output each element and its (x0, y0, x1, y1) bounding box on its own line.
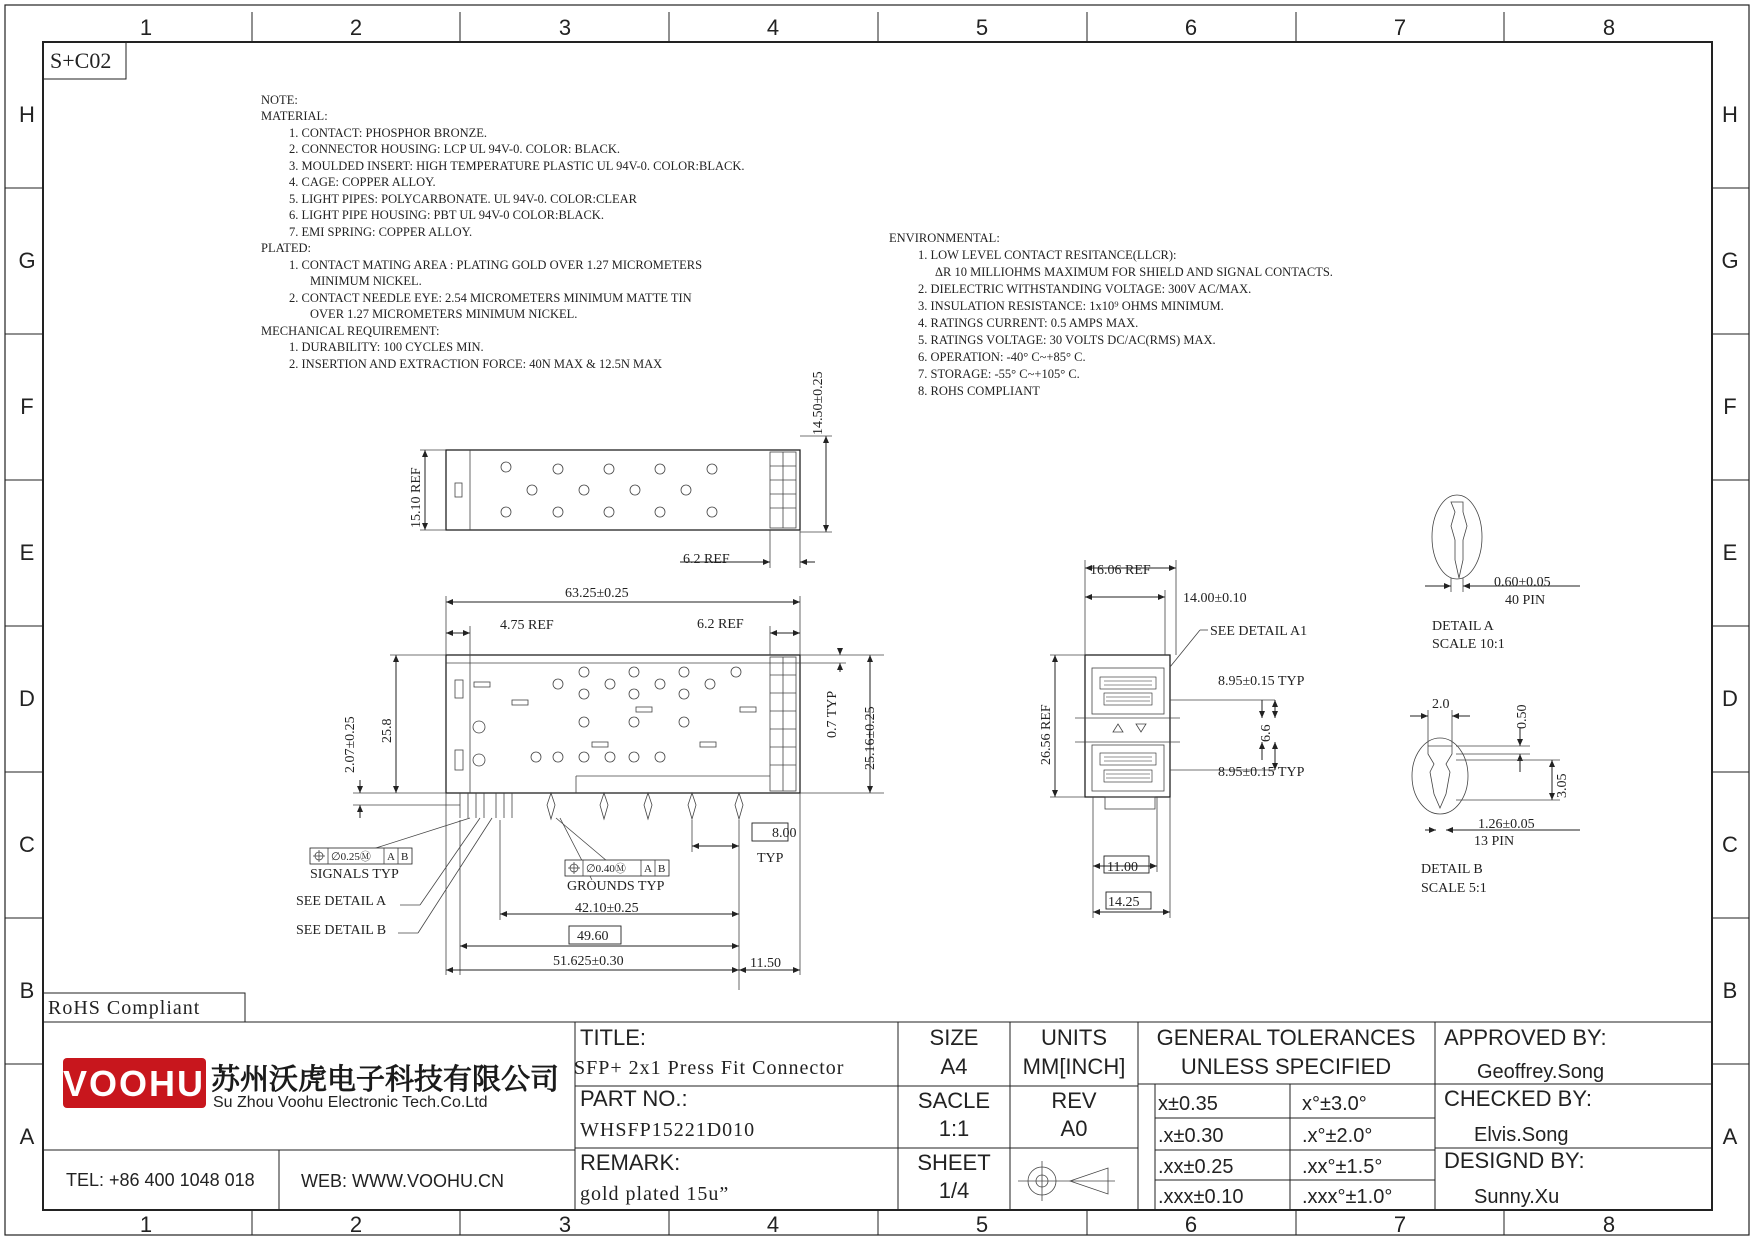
dim-51-625: 51.625±0.30 (553, 954, 624, 969)
units-label: UNITS (1041, 1025, 1107, 1050)
approved-value: Geoffrey.Song (1477, 1061, 1605, 1083)
dim-8-95-a: 8.95±0.15 TYP (1218, 674, 1305, 689)
row-label-right: E (1722, 540, 1738, 565)
col-label-top: 8 (1602, 15, 1616, 40)
col-label-top: 5 (975, 15, 989, 40)
dim-15-10: 15.10 REF (409, 467, 424, 528)
checked-label: CHECKED BY: (1444, 1086, 1592, 1111)
size-value: A4 (940, 1054, 968, 1079)
front-view (1050, 560, 1275, 918)
note-line: OVER 1.27 MICROMETERS MINIMUM NICKEL. (310, 307, 578, 321)
rohs-label: RoHS Compliant (48, 997, 201, 1019)
tolerance-value: x±0.35 (1158, 1093, 1218, 1115)
dim-2-07: 2.07±0.25 (343, 716, 358, 773)
dim-6-2-top: 6.2 REF (683, 552, 730, 567)
note-line: 1. CONTACT: PHOSPHOR BRONZE. (289, 126, 488, 140)
tolerances-title: GENERAL TOLERANCES (1156, 1025, 1416, 1050)
col-label-bottom: 1 (139, 1212, 153, 1237)
tolerances-subtitle: UNLESS SPECIFIED (1180, 1054, 1392, 1079)
units-value: MM[INCH] (1022, 1054, 1126, 1079)
dim-14-00: 14.00±0.10 (1183, 591, 1247, 606)
note-line: 1. CONTACT MATING AREA : PLATING GOLD OVER 1.27 MICROMETERS (289, 258, 703, 272)
env-line: ENVIRONMENTAL: (889, 231, 1000, 245)
row-label-right: F (1723, 394, 1737, 419)
col-label-top: 3 (558, 15, 572, 40)
tol-signals: ∅0.25Ⓜ (331, 851, 371, 863)
env-line: 3. INSULATION RESISTANCE: 1x10⁹ OHMS MINIMUM. (918, 299, 1224, 313)
note-line: 5. LIGHT PIPES: POLYCARBONATE. UL 94V-0. COLOR:CLEAR (289, 192, 637, 206)
dim-0-60: 0.60±0.05 (1494, 575, 1551, 590)
detail-b (1410, 710, 1580, 830)
dim-26-56: 26.56 REF (1039, 704, 1054, 765)
tol-grounds-b: B (658, 863, 666, 875)
note-line: 1. DURABILITY: 100 CYCLES MIN. (289, 340, 484, 354)
tolerance-value: .x°±2.0° (1302, 1125, 1373, 1147)
row-label-right: C (1722, 832, 1738, 857)
dim-2-0: 2.0 (1432, 697, 1450, 712)
detail-b-label: DETAIL B (1421, 862, 1483, 877)
note-line: MECHANICAL REQUIREMENT: (261, 324, 440, 338)
checked-value: Elvis.Song (1474, 1124, 1569, 1146)
env-line: 2. DIELECTRIC WITHSTANDING VOLTAGE: 300V AC/MAX. (918, 282, 1252, 296)
title-block-grid (43, 1022, 1712, 1210)
dim-14-50: 14.50±0.25 (811, 371, 826, 435)
projection-symbol-icon (1018, 1161, 1115, 1201)
row-label-left: E (19, 540, 35, 565)
detail-a-label: DETAIL A (1432, 619, 1494, 634)
row-label-left: A (19, 1124, 35, 1149)
signals-typ: SIGNALS TYP (310, 867, 399, 882)
logo-text: VOOHU (62, 1063, 206, 1104)
dim-49-60: 49.60 (577, 929, 609, 944)
col-label-top: 2 (349, 15, 363, 40)
title-value: SFP+ 2x1 Press Fit Connector (574, 1057, 845, 1079)
part-no-value: WHSFP15221D010 (580, 1119, 756, 1141)
dim-0-7: 0.7 TYP (825, 690, 840, 738)
dim-11-00: 11.00 (1107, 860, 1138, 875)
note-line: MINIMUM NICKEL. (310, 274, 422, 288)
note-line: 4. CAGE: COPPER ALLOY. (289, 175, 436, 189)
dim-1-26: 1.26±0.05 (1478, 817, 1535, 832)
env-line: 6. OPERATION: -40° C~+85° C. (918, 350, 1086, 364)
dim-11-50: 11.50 (750, 956, 781, 971)
row-label-right: A (1722, 1124, 1738, 1149)
col-label-bottom: 2 (349, 1212, 363, 1237)
note-line: 3. MOULDED INSERT: HIGH TEMPERATURE PLASTIC UL 94V-0. COLOR:BLACK. (289, 159, 745, 173)
col-label-bottom: 7 (1393, 1212, 1407, 1237)
col-label-top: 7 (1393, 15, 1407, 40)
side-view (353, 596, 884, 990)
row-label-left: B (19, 978, 35, 1003)
row-label-left: C (19, 832, 35, 857)
environmental-block (889, 231, 1333, 398)
col-label-bottom: 8 (1602, 1212, 1616, 1237)
title-label: TITLE: (580, 1025, 647, 1050)
dim-42-10: 42.10±0.25 (575, 901, 639, 916)
detail-a-scale: SCALE 10:1 (1432, 637, 1505, 652)
dim-6-6: 6.6 (1259, 724, 1274, 742)
row-label-left: G (18, 248, 36, 273)
dim-4-75: 4.75 REF (500, 618, 554, 633)
row-label-right: G (1721, 248, 1739, 273)
row-label-left: H (19, 102, 35, 127)
col-label-bottom: 4 (766, 1212, 780, 1237)
designed-label: DESIGND BY: (1444, 1148, 1585, 1173)
env-line: 8. ROHS COMPLIANT (918, 384, 1040, 398)
env-line: 4. RATINGS CURRENT: 0.5 AMPS MAX. (918, 316, 1139, 330)
note-line: 6. LIGHT PIPE HOUSING: PBT UL 94V-0 COLOR:BLACK. (289, 208, 604, 222)
top-view (420, 436, 832, 568)
scale-value: 1:1 (938, 1116, 970, 1141)
tol-grounds-a: A (644, 863, 652, 875)
tolerance-value: .xxx°±1.0° (1302, 1186, 1393, 1208)
size-label: SIZE (929, 1025, 979, 1050)
dim-16-06: 16.06 REF (1090, 563, 1151, 578)
tolerance-value: .x±0.30 (1158, 1125, 1224, 1147)
approved-label: APPROVED BY: (1444, 1025, 1607, 1050)
row-label-left: D (19, 686, 35, 711)
remark-label: REMARK: (580, 1150, 681, 1175)
col-label-top: 1 (139, 15, 153, 40)
sheet-value: 1/4 (938, 1178, 970, 1203)
row-label-right: H (1722, 102, 1738, 127)
note-line: 2. CONNECTOR HOUSING: LCP UL 94V-0. COLOR: BLACK. (289, 142, 621, 156)
row-label-left: F (20, 394, 34, 419)
note-line: PLATED: (261, 241, 311, 255)
dim-25-8: 25.8 (380, 718, 395, 743)
part-no-label: PART NO.: (580, 1086, 688, 1111)
note-line: 7. EMI SPRING: COPPER ALLOY. (289, 225, 473, 239)
drawing-code: S+C02 (50, 48, 112, 73)
col-label-bottom: 3 (558, 1212, 572, 1237)
rev-value: A0 (1060, 1116, 1088, 1141)
press-fit-pins (460, 793, 743, 819)
dim-8-95-b: 8.95±0.15 TYP (1218, 765, 1305, 780)
rev-label: REV (1051, 1088, 1097, 1113)
designed-value: Sunny.Xu (1474, 1186, 1560, 1208)
row-label-right: B (1722, 978, 1738, 1003)
tolerance-value: .xx°±1.5° (1302, 1156, 1383, 1178)
dim-8-00: 8.00 (772, 826, 797, 841)
note-line: 2. INSERTION AND EXTRACTION FORCE: 40N MAX & 12.5N MAX (289, 357, 663, 371)
col-label-top: 4 (766, 15, 780, 40)
dim-14-25: 14.25 (1108, 895, 1140, 910)
note-line: 2. CONTACT NEEDLE EYE: 2.54 MICROMETERS MINIMUM MATTE TIN (289, 291, 692, 305)
col-label-bottom: 6 (1184, 1212, 1198, 1237)
note-line: NOTE: (261, 93, 298, 107)
row-label-right: D (1722, 686, 1738, 711)
dim-0-50: 0.50 (1515, 704, 1530, 729)
sheet-label: SHEET (917, 1150, 991, 1175)
see-detail-b: SEE DETAIL B (296, 923, 387, 938)
see-detail-a: SEE DETAIL A (296, 894, 387, 909)
dim-typ: TYP (757, 851, 784, 866)
company-name-en: Su Zhou Voohu Electronic Tech.Co.Ltd (213, 1094, 488, 1111)
web-link[interactable]: WEB: WWW.VOOHU.CN (301, 1171, 504, 1191)
tolerance-value: .xx±0.25 (1158, 1156, 1234, 1178)
tol-signals-a: A (387, 851, 395, 863)
tolerance-value: x°±3.0° (1302, 1093, 1367, 1115)
pin-13: 13 PIN (1474, 834, 1515, 849)
pin-40: 40 PIN (1505, 593, 1546, 608)
env-line: 1. LOW LEVEL CONTACT RESITANCE(LLCR): (918, 248, 1177, 262)
note-line: MATERIAL: (261, 109, 328, 123)
notes-block (261, 93, 744, 371)
tel: TEL: +86 400 1048 018 (66, 1170, 255, 1190)
tol-grounds: ∅0.40Ⓜ (586, 863, 626, 875)
dim-6-2: 6.2 REF (697, 617, 744, 632)
tolerance-value: .xxx±0.10 (1158, 1186, 1244, 1208)
see-detail-a1: SEE DETAIL A1 (1210, 624, 1308, 639)
dim-25-16: 25.16±0.25 (863, 706, 878, 770)
dim-3-05: 3.05 (1555, 773, 1570, 798)
col-label-bottom: 5 (975, 1212, 989, 1237)
grounds-typ: GROUNDS TYP (567, 879, 665, 894)
scale-label: SACLE (917, 1088, 991, 1113)
col-label-top: 6 (1184, 15, 1198, 40)
detail-b-scale: SCALE 5:1 (1421, 881, 1487, 896)
remark-value: gold plated 15u” (580, 1183, 730, 1205)
dim-63-25: 63.25±0.25 (565, 586, 629, 601)
env-line: ΔR 10 MILLIOHMS MAXIMUM FOR SHIELD AND SIGNAL CONTACTS. (935, 265, 1333, 279)
env-line: 7. STORAGE: -55° C~+105° C. (918, 367, 1080, 381)
company-name-cn: 苏州沃虎电子科技有限公司 (211, 1062, 560, 1096)
tol-signals-b: B (401, 851, 409, 863)
env-line: 5. RATINGS VOLTAGE: 30 VOLTS DC/AC(RMS) MAX. (918, 333, 1216, 347)
